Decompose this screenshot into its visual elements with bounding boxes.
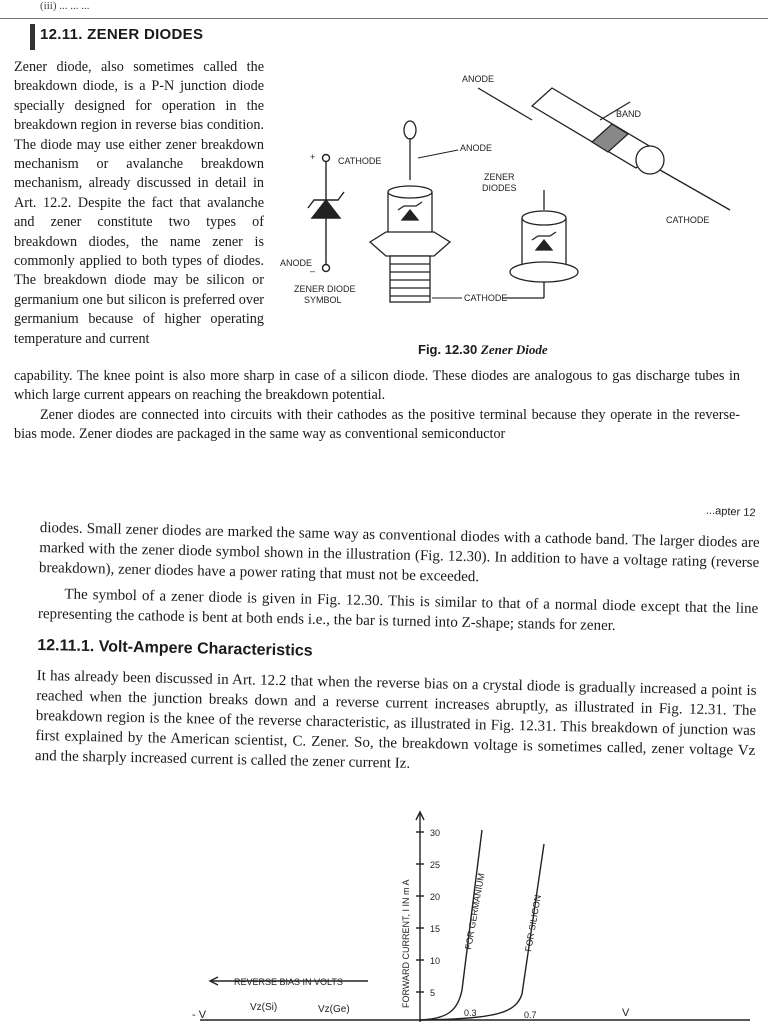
figure-title: Zener Diode xyxy=(480,342,548,357)
zener-symbol xyxy=(308,155,344,272)
zener-diode-figure xyxy=(270,60,740,360)
va-characteristic-graph xyxy=(190,800,768,1024)
minus-sign: – xyxy=(310,266,316,276)
chapter-header-fragment: ...apter 12 xyxy=(705,504,756,520)
silicon-label: FOR SILICON xyxy=(523,893,543,953)
plus-sign: + xyxy=(310,152,316,162)
anode-top-label: ANODE xyxy=(462,74,495,84)
section-title: 12.11. ZENER DIODES xyxy=(40,26,204,43)
symbol-caption-1: ZENER DIODE xyxy=(294,284,356,294)
paragraph-cathodes: Zener diodes are connected into circuits with their cathodes as the positive terminal because they operate in the reverse-bias mode. Zener diodes are packaged in the same way as conventional semiconductor xyxy=(14,406,740,443)
second-page-text xyxy=(35,518,760,781)
reverse-bias-label: REVERSE BIAS IN VOLTS xyxy=(234,977,343,987)
subsection-title: 12.11.1. Volt-Ampere Characteristics xyxy=(37,636,313,660)
anode-sym-label: ANODE xyxy=(280,258,313,268)
stud-zener-diode xyxy=(370,121,450,302)
paragraph-continuation: capability. The knee point is also more sharp in case of a silicon diode. These diodes are analogous to gas discharge tubes in which large current appears on reaching the breakdown potential. xyxy=(14,368,740,404)
band-label: BAND xyxy=(616,109,642,119)
y-tick-15: 15 xyxy=(430,924,441,934)
full-width-text xyxy=(14,367,740,445)
vz-ge-label: Vz(Ge) xyxy=(318,1004,350,1015)
y-tick-10: 10 xyxy=(430,956,441,966)
germanium-label: FOR GERMANIUM xyxy=(463,872,487,951)
x-tick-0-7: 0.7 xyxy=(524,1010,537,1020)
paragraph-markings: diodes. Small zener diodes are marked the same way as conventional diodes with a cathode band. The larger diodes are marked with the zener diode symbol shown in the illustration (Fig. 12.30). In addition to have a voltage rating (reverse breakdown), zener diodes have a power rating that must not be exceeded. xyxy=(38,519,760,586)
y-tick-5: 5 xyxy=(430,988,436,998)
y-tick-20: 20 xyxy=(430,892,441,902)
vz-si-label: Vz(Si) xyxy=(250,1002,278,1013)
v-axis-label: V xyxy=(622,1007,630,1019)
zener-diodes-label-1: ZENER xyxy=(484,172,515,182)
figure-caption xyxy=(418,342,548,358)
figure-number: Fig. 12.30 xyxy=(418,342,478,357)
small-zener-diode xyxy=(502,190,578,298)
minus-v-label: - V xyxy=(192,1009,207,1021)
y-axis-label: FORWARD CURRENT, I IN m A xyxy=(401,879,411,1008)
paragraph-va-characteristics: It has already been discussed in Art. 12.2 that when the reverse bias on a crystal diode is gradually increased a point is reached when the junction breaks down and a reverse current increases abruptly, as illustrated in Fig. 12.31. The breakdown region is the knee of the reverse characteristic, as illustrated in Fig. 12.31. This breakdown of junction was first explained by the American scientist, C. Zener. So, the breakdown voltage is sometimes called, zener voltage Vz and the sharply increased current is called the zener current Iz. xyxy=(34,667,757,772)
y-tick-30: 30 xyxy=(430,828,441,838)
cathode-bottom-label: CATHODE xyxy=(464,293,508,303)
y-tick-25: 25 xyxy=(430,860,441,870)
intro-paragraph: Zener diode, also sometimes called the breakdown diode, is a P-N junction diode specially designed for operation in the breakdown region in reverse bias condition. The diode may use either zener breakdown mechanism or avalanche breakdown mechanism, already discussed in detail in Art. 12.2. Despite the fact that avalanche and zener constitute two types of breakdown diodes, the name zener is commonly applied to both types of diodes. The breakdown diode may be silicon or germanium one but silicon is preferred over germanium because of higher operating temperature and current xyxy=(14,59,264,347)
section-marker-bar xyxy=(30,24,35,50)
zener-diodes-label-2: DIODES xyxy=(482,183,517,193)
symbol-caption-2: SYMBOL xyxy=(304,295,342,305)
page-gap xyxy=(0,460,768,508)
x-tick-0-3: 0.3 xyxy=(464,1008,477,1018)
paragraph-symbol: The symbol of a zener diode is given in Fig. 12.30. This is similar to that of a normal diode except that the line representing the cathode is bent at both ends i.e., the bar is turned into Z-shape; stands for zener. xyxy=(37,586,759,635)
page-top-rule xyxy=(0,18,768,19)
anode-mid-label: ANODE xyxy=(460,143,493,153)
previous-line-fragment: (iii) ... ... ... xyxy=(40,0,90,12)
cathode-sym-label: CATHODE xyxy=(338,156,382,166)
cathode-right-label: CATHODE xyxy=(666,215,710,225)
intro-column xyxy=(14,58,264,349)
